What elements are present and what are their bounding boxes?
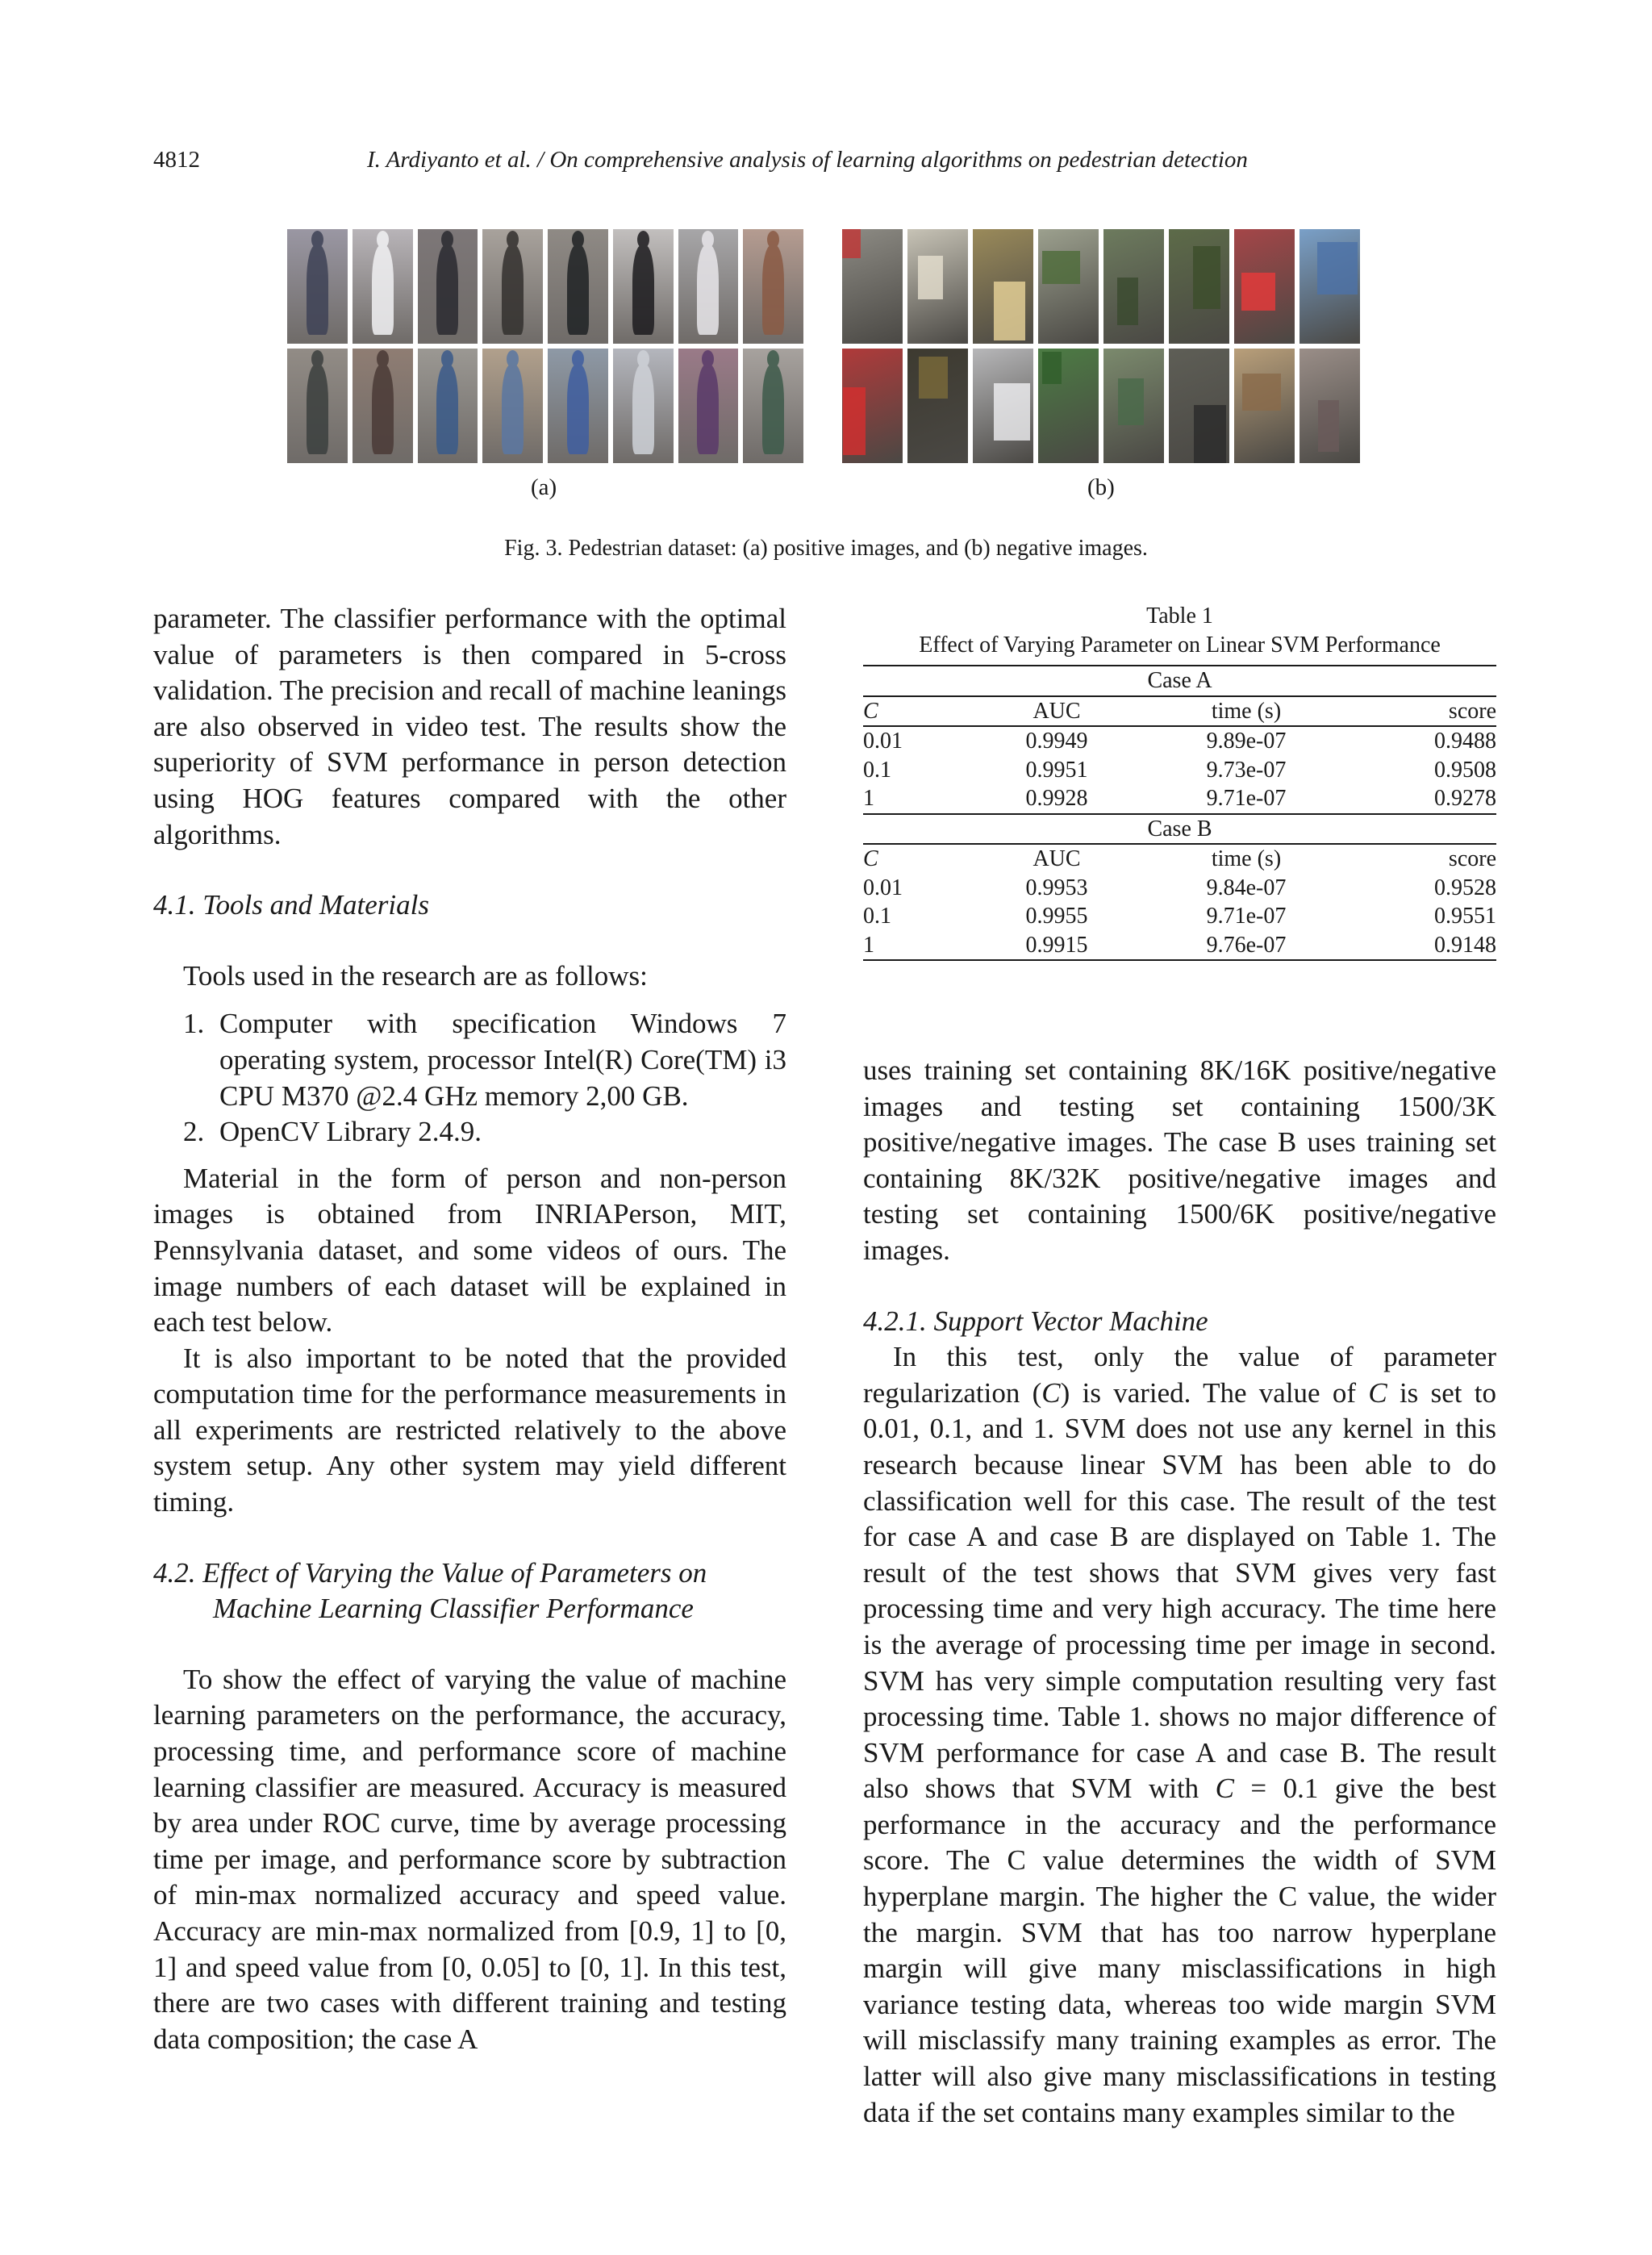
negative-image-thumbnail: [907, 229, 968, 344]
table-cell: 1: [863, 931, 984, 961]
column-header-auc: AUC: [1032, 846, 1081, 871]
negative-image-thumbnail: [842, 349, 903, 463]
paragraph-svm: In this test, only the value of parameter regularization (C) is varied. The value of C is set to 0.01, 0.1, and 1. SVM does not use any kernel in this research because linear SVM has been able to do classification well for this case. The result of the test for case A and case B are displayed on Table 1. The result of the test shows that SVM gives very fast processing time and very high accuracy. The time here is the average of processing time per image in second. SVM has very simple computation resulting very fast processing time. Table 1. shows no major difference of SVM performance for case A and case B. The result also shows that SVM with C = 0.1 give the best performance in the accuracy and the performance score. The C value determines the width of SVM hyperplane margin. The higher the C value, the wider the margin. SVM that has too narrow hyperplane margin will give many misclassifications in high variance testing data, whereas too wide margin SVM will misclassify many training examples as error. The latter will also give many misclassifications in testing data if the set contains many examples similar to the: [863, 1341, 1496, 2128]
positive-image-thumbnail: [678, 229, 739, 344]
positive-image-thumbnail: [743, 229, 803, 344]
scene-block: [918, 256, 943, 299]
table-cell: 0.9953: [1025, 875, 1088, 900]
negative-image-thumbnail: [1038, 229, 1099, 344]
table-cell: 0.9278: [1363, 784, 1496, 814]
scene-block: [1241, 273, 1275, 311]
positive-image-thumbnail: [678, 349, 739, 463]
column-header-score: score: [1448, 846, 1496, 871]
figure-panel-negative: [842, 229, 1360, 463]
pedestrian-silhouette: [697, 365, 719, 454]
running-title: I. Ardiyanto et al. / On comprehensive analysis of learning algorithms on pedestrian detection: [367, 147, 1248, 173]
right-column: [863, 1053, 1496, 2131]
table-row: [863, 784, 1496, 814]
negative-image-thumbnail: [1234, 229, 1295, 344]
list-item: 1. Computer with specification Windows 7 operating system, processor Intel(R) Core(TM) i3 CPU M370 @2.4 GHz memory 2,00 GB.: [183, 1008, 786, 1112]
scene-block: [1117, 278, 1138, 326]
panel-a-label: (a): [531, 474, 557, 500]
table-cell: 9.73e-07: [1206, 757, 1287, 783]
table-cell: 9.76e-07: [1129, 931, 1363, 961]
table-cell: 9.84e-07: [1206, 875, 1287, 900]
table-cell: 9.89e-07: [1206, 729, 1287, 754]
left-column: [153, 601, 786, 2057]
section-heading-4-1: 4.1. Tools and Materials: [153, 889, 429, 921]
pedestrian-silhouette: [697, 245, 719, 335]
paragraph-material: Material in the form of person and non-person images is obtained from INRIAPerson, MIT, Pennsylvania dataset, and some videos of ours. The image numbers of each dataset will be explained in each test below.: [153, 1162, 786, 1338]
table-cell: 0.9508: [1434, 757, 1496, 783]
negative-image-thumbnail: [1169, 349, 1229, 463]
table-header-row: [863, 844, 1496, 874]
pedestrian-silhouette: [372, 245, 394, 335]
negative-image-thumbnail: [1299, 349, 1360, 463]
negative-image-thumbnail: [1103, 229, 1164, 344]
scene-block: [1042, 352, 1061, 384]
pedestrian-silhouette: [762, 245, 784, 335]
paragraph-cases: uses training set containing 8K/16K positive/negative images and testing set containing 1500/3K positive/negative images. The case B uses training set containing 8K/32K positive/negative images and testing set containing 1500/6K positive/negative images.: [863, 1054, 1496, 1266]
positive-image-thumbnail: [482, 229, 543, 344]
table-row: [863, 902, 1496, 931]
scene-block: [1193, 246, 1220, 309]
case-a-label: Case A: [863, 666, 1496, 696]
section-heading-4-2: 4.2. Effect of Varying the Value of Parameters on: [153, 1556, 707, 1589]
variable-c: C: [1041, 1376, 1061, 1409]
negative-image-thumbnail: [1103, 349, 1164, 463]
column-header-c: C: [863, 846, 878, 871]
figure-panel-positive: [287, 229, 803, 463]
positive-image-thumbnail: [743, 349, 803, 463]
positive-image-thumbnail: [418, 229, 478, 344]
positive-image-thumbnail: [548, 349, 608, 463]
list-item: 2. OpenCV Library 2.4.9.: [183, 1116, 482, 1148]
table-cell: 0.9928: [984, 784, 1129, 814]
pedestrian-silhouette: [436, 245, 458, 335]
positive-image-thumbnail: [287, 229, 348, 344]
variable-c: C: [1215, 1773, 1234, 1805]
pedestrian-silhouette: [632, 365, 654, 454]
table-cell: 0.9951: [1025, 757, 1088, 783]
pedestrian-silhouette: [762, 365, 784, 454]
table-cell: 0.9528: [1434, 875, 1496, 900]
tools-intro: Tools used in the research are as follows:: [183, 959, 648, 992]
section-heading-4-2-cont: Machine Learning Classifier Performance: [213, 1593, 694, 1625]
table-cell: 0.9955: [1025, 904, 1088, 929]
table-cell: 1: [863, 784, 984, 814]
pedestrian-silhouette: [632, 245, 654, 335]
pedestrian-silhouette: [567, 245, 589, 335]
negative-image-thumbnail: [1299, 229, 1360, 344]
positive-image-thumbnail: [548, 229, 608, 344]
scene-block: [1042, 251, 1080, 284]
negative-image-thumbnail: [973, 229, 1033, 344]
table-row-case-a: [863, 666, 1496, 696]
table-cell: 0.9148: [1363, 931, 1496, 961]
negative-image-thumbnail: [907, 349, 968, 463]
pedestrian-silhouette: [307, 245, 328, 335]
table-row: [863, 756, 1496, 785]
table-row: [863, 931, 1496, 961]
scene-block: [994, 383, 1030, 441]
scene-block: [843, 387, 866, 455]
negative-image-thumbnail: [1169, 229, 1229, 344]
table-cell: 0.1: [863, 757, 891, 783]
table-cell: 0.9488: [1434, 729, 1496, 754]
scene-block: [1317, 242, 1358, 294]
table-cell: 0.01: [863, 875, 903, 900]
section-heading-4-2-1: 4.2.1. Support Vector Machine: [863, 1305, 1208, 1337]
table-cell: 9.71e-07: [1129, 784, 1363, 814]
scene-block: [842, 229, 861, 258]
column-header-time: time (s): [1129, 696, 1363, 727]
tools-list: [153, 1006, 786, 1150]
positive-image-thumbnail: [353, 349, 413, 463]
table-row: [863, 874, 1496, 903]
pedestrian-silhouette: [436, 365, 458, 454]
table-cell: 9.71e-07: [1206, 904, 1287, 929]
table-cell: 0.9551: [1434, 904, 1496, 929]
table-row-case-b: [863, 814, 1496, 845]
paragraph-effect: To show the effect of varying the value of machine learning parameters on the performance, the accuracy, processing time, and performance score of machine learning classifier are measured. Accuracy is measured by area under ROC curve, time by average processing time per image, and performance score by subtraction of min-max normalized accuracy and speed value. Accuracy are min-max normalized from [0.9, 1] to [0, 1] and speed value from [0, 0.05] to [0, 1]. In this test, there are two cases with different training and testing data composition; the case A: [153, 1663, 786, 2055]
table-row: [863, 726, 1496, 756]
table-cell: 0.1: [863, 904, 891, 929]
scene-block: [1194, 405, 1226, 463]
positive-image-thumbnail: [482, 349, 543, 463]
figure-caption: Fig. 3. Pedestrian dataset: (a) positive images, and (b) negative images.: [504, 536, 1148, 561]
table-body: [863, 665, 1496, 961]
negative-image-thumbnail: [842, 229, 903, 344]
pedestrian-silhouette: [567, 365, 589, 454]
pedestrian-silhouette: [502, 365, 524, 454]
pedestrian-silhouette: [502, 245, 524, 335]
table-title: Effect of Varying Parameter on Linear SVM Performance: [919, 633, 1441, 658]
table-cell: 0.9949: [1025, 729, 1088, 754]
positive-image-thumbnail: [418, 349, 478, 463]
variable-c: C: [1368, 1376, 1387, 1409]
table-header-row: [863, 696, 1496, 727]
pedestrian-silhouette: [307, 365, 328, 454]
page-number: 4812: [153, 147, 200, 173]
paragraph-timing: It is also important to be noted that the provided computation time for the performance measurements in all experiments are restricted relatively to the above system setup. Any other system may yield different timing.: [153, 1342, 786, 1518]
table-cell: 0.01: [863, 729, 903, 754]
negative-image-thumbnail: [973, 349, 1033, 463]
scene-block: [1118, 378, 1144, 425]
column-header-auc: AUC: [984, 696, 1129, 727]
table-label: Table 1: [1146, 603, 1213, 628]
panel-b-label: (b): [1087, 474, 1115, 500]
paragraph-intro: parameter. The classifier performance with the optimal value of parameters is then compared in 5-cross validation. The precision and recall of machine leanings are also observed in video test. The results show the superiority of SVM performance in person detection using HOG features compared with the other algorithms.: [153, 603, 786, 850]
column-header-score: score: [1363, 696, 1496, 727]
positive-image-thumbnail: [613, 229, 674, 344]
case-b-label: Case B: [863, 814, 1496, 845]
scene-block: [1318, 400, 1339, 452]
column-header-time: time (s): [1211, 846, 1282, 871]
scene-block: [1242, 374, 1281, 410]
column-header-c: C: [863, 696, 984, 727]
negative-image-thumbnail: [1234, 349, 1295, 463]
positive-image-thumbnail: [353, 229, 413, 344]
table-cell: 0.9915: [984, 931, 1129, 961]
pedestrian-silhouette: [372, 365, 394, 454]
positive-image-thumbnail: [287, 349, 348, 463]
negative-image-thumbnail: [1038, 349, 1099, 463]
scene-block: [919, 357, 949, 399]
scene-block: [994, 282, 1025, 340]
table-1: [863, 602, 1496, 961]
positive-image-thumbnail: [613, 349, 674, 463]
